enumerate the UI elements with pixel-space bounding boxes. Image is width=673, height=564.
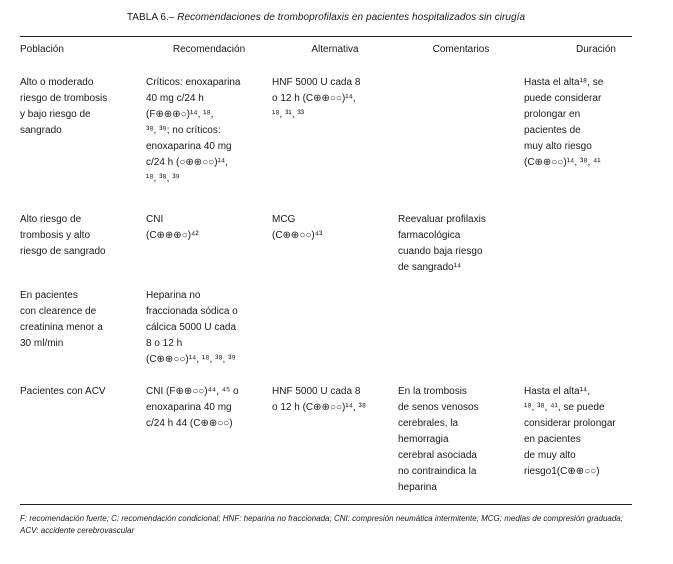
cell-line: Reevaluar profilaxis: [398, 214, 486, 225]
header-duracion: Duración: [575, 44, 616, 55]
cell-line: o 12 h (C⊕⊕○○)¹⁴,: [272, 93, 356, 104]
cell-line: no contraindica la: [398, 466, 477, 477]
cell-recomendacion: [146, 62, 272, 204]
cell-line: creatinina menor a: [20, 322, 103, 333]
table-row: [20, 204, 632, 282]
cell-line: HNF 5000 U cada 8: [272, 386, 361, 397]
table-footnote: F: recomendación fuerte; C: recomendación condicional; HNF: heparina no fraccionada; CNI: compresión neumática intermitente; MCG: medias de compresión graduada; ACV: accidente cerebrovascular: [20, 514, 623, 535]
cell-line: 40 mg c/24 h: [146, 93, 204, 104]
cell-alternativa: [272, 62, 398, 204]
cell-line: HNF 5000 U cada 8: [272, 77, 361, 88]
cell-line: En la trombosis: [398, 386, 467, 397]
cell-comentarios: [398, 376, 524, 504]
cell-comentarios: [398, 204, 524, 282]
cell-line: Pacientes con ACV: [20, 386, 106, 397]
cell-line: riesgo de trombosis: [20, 93, 108, 104]
cell-line: cálcica 5000 U cada: [146, 322, 237, 333]
cell-line: prolongar en: [524, 109, 581, 120]
cell-alternativa: [272, 376, 398, 504]
cell-line: (C⊕⊕○○)¹⁴, ¹⁸, ³⁸, ³⁹: [146, 354, 236, 365]
header-recomendacion: Recomendación: [172, 44, 246, 55]
cell-line: 30 ml/min: [20, 338, 64, 349]
cell-poblacion: [20, 204, 146, 282]
table-row: [20, 62, 632, 204]
cell-duracion: [524, 204, 632, 282]
cell-duracion: [524, 62, 632, 204]
cell-line: Críticos: enoxaparina: [146, 77, 241, 88]
table-title: [20, 12, 632, 26]
bottom-rule: [20, 504, 632, 505]
cell-line: trombosis y alto: [20, 230, 91, 241]
cell-line: farmacológica: [398, 230, 461, 241]
cell-poblacion: [20, 282, 146, 376]
header-alternativa: Alternativa: [311, 44, 359, 55]
cell-line: ¹⁸, ³⁸, ⁴¹, se puede: [524, 402, 605, 413]
cell-line: 8 o 12 h: [146, 338, 183, 349]
cell-line: (C⊕⊕○○)¹⁴, ³⁸, ⁴¹: [524, 157, 601, 168]
header-row: [20, 37, 632, 62]
cell-line: puede considerar: [524, 93, 602, 104]
cell-duracion: [524, 376, 632, 504]
cell-line: hemorragia: [398, 434, 449, 445]
cell-line: de sangrado¹⁴: [398, 262, 462, 273]
cell-line: enoxaparina 40 mg: [146, 402, 232, 413]
cell-line: fraccionada sódica o: [146, 306, 238, 317]
table-row: [20, 376, 632, 504]
cell-line: CNI: [146, 214, 164, 225]
cell-line: Heparina no: [146, 290, 201, 301]
cell-line: de muy alto: [524, 450, 576, 461]
cell-alternativa: [272, 204, 398, 282]
cell-comentarios: [398, 62, 524, 204]
cell-line: Alto o moderado: [20, 77, 94, 88]
cell-line: ¹⁸, ³¹, ³³: [272, 109, 304, 120]
cell-alternativa: [272, 282, 398, 376]
table-row: [20, 282, 632, 376]
cell-recomendacion: [146, 376, 272, 504]
cell-line: ³⁸, ³⁹; no críticos:: [146, 125, 221, 136]
cell-line: cuando baja riesgo: [398, 246, 483, 257]
cell-line: riesgo1(C⊕⊕○○): [524, 466, 600, 477]
cell-line: (F⊕⊕⊕○)¹⁴, ¹⁸,: [146, 109, 214, 120]
cell-line: MCG: [272, 214, 296, 225]
cell-line: sangrado: [20, 125, 62, 136]
cell-line: de senos venosos: [398, 402, 479, 413]
cell-line: cerebral asociada: [398, 450, 477, 461]
table-title-prefix: TABLA 6.–: [126, 12, 175, 23]
cell-line: o 12 h (C⊕⊕○○)¹⁴, ³⁸: [272, 402, 367, 413]
cell-poblacion: [20, 376, 146, 504]
cell-recomendacion: [146, 204, 272, 282]
cell-recomendacion: [146, 282, 272, 376]
header-poblacion: Población: [20, 44, 64, 55]
cell-line: riesgo de sangrado: [20, 246, 106, 257]
cell-line: En pacientes: [20, 290, 78, 301]
cell-line: muy alto riesgo: [524, 141, 592, 152]
cell-line: heparina: [398, 482, 437, 493]
cell-line: Hasta el alta¹⁴,: [524, 386, 590, 397]
cell-line: ¹⁸, ³⁸, ³⁹: [146, 173, 180, 184]
cell-line: pacientes de: [524, 125, 581, 136]
cell-line: (C⊕⊕⊕○)⁴²: [146, 230, 199, 241]
cell-line: CNI (F⊕⊕○○)⁴⁴, ⁴⁵ o: [146, 386, 239, 397]
cell-line: (C⊕⊕○○)⁴³: [272, 230, 323, 241]
recommendations-table: [20, 37, 632, 504]
cell-line: Hasta el alta¹⁸, se: [524, 77, 604, 88]
cell-line: enoxaparina 40 mg: [146, 141, 232, 152]
cell-duracion: [524, 282, 632, 376]
cell-line: Alto riesgo de: [20, 214, 82, 225]
cell-line: con clearence de: [20, 306, 97, 317]
table-title-text: Recomendaciones de tromboprofilaxis en pacientes hospitalizados sin cirugía: [177, 12, 526, 23]
cell-line: considerar prolongar: [524, 418, 616, 429]
cell-line: y bajo riesgo de: [20, 109, 91, 120]
cell-poblacion: [20, 62, 146, 204]
header-comentarios: Comentarios: [432, 44, 490, 55]
cell-comentarios: [398, 282, 524, 376]
document: [20, 0, 632, 537]
cell-line: cerebrales, la: [398, 418, 459, 429]
cell-line: en pacientes: [524, 434, 581, 445]
cell-line: c/24 h 44 (C⊕⊕○○): [146, 418, 233, 429]
cell-line: c/24 h (○⊕⊕○○)¹⁴,: [146, 157, 228, 168]
